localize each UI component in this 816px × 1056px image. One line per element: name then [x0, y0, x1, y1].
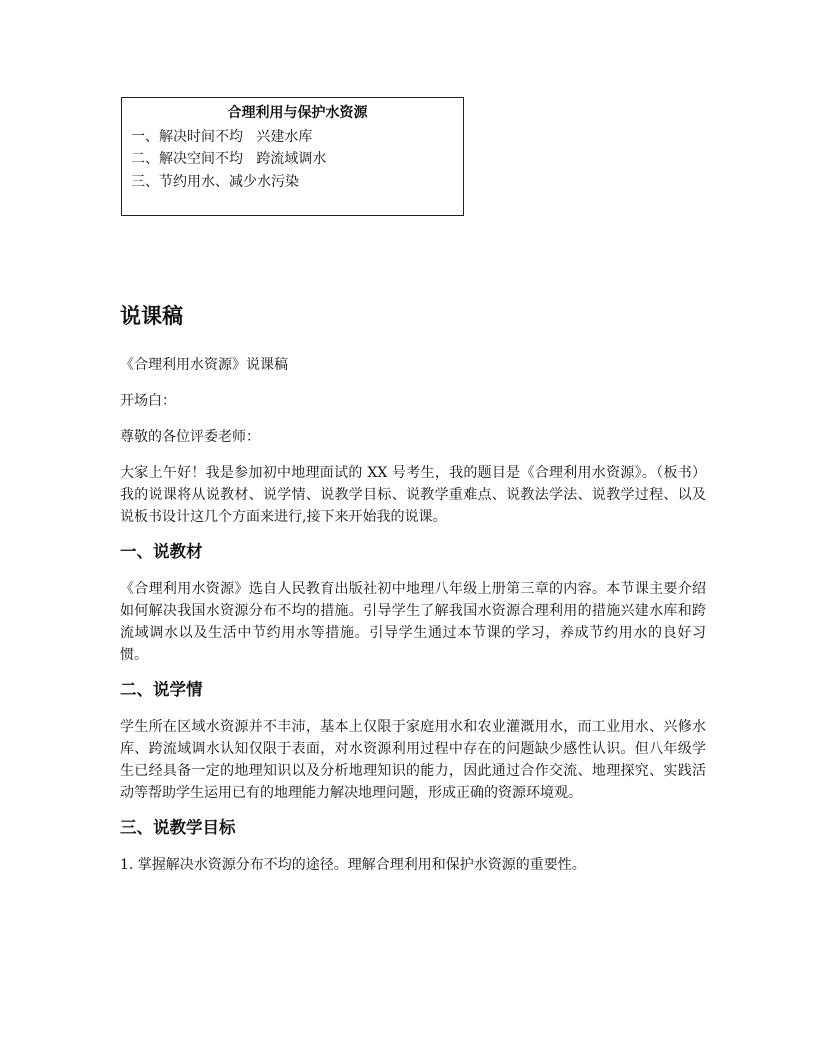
section-text-textbook: 《合理利用水资源》选自人民教育出版社初中地理八年级上册第三章的内容。本节课主要介绍如何解决我国水资源分布不均的措施。引导学生了解我国水资源合理利用的措施兴建水库和跨流域调水以及生活中节约用水等措施。引导学生通过本节课的学习，养成节约用水的良好习惯。 — [120, 581, 706, 663]
document-subtitle: 《合理利用水资源》说课稿 — [120, 357, 288, 373]
section-heading-textbook: 一、说教材 — [120, 542, 203, 561]
board-line-2: 二、解决空间不均 跨流域调水 — [131, 151, 327, 167]
section-text-objectives: 1. 掌握解决水资源分布不均的途径。理解合理利用和保护水资源的重要性。 — [120, 857, 586, 873]
section-heading-learners: 二、说学情 — [120, 680, 203, 699]
document-body — [120, 300, 706, 876]
blackboard-design-box — [121, 97, 464, 216]
intro-paragraph: 大家上午好！我是参加初中地理面试的 XX 号考生，我的题目是《合理利用水资源》。（板书）我的说课将从说教材、说学情、说教学目标、说教学重难点、说教法学法、说教学过程、以及说板书设计这几个方面来进行,接下来开始我的说课。 — [120, 465, 706, 525]
greeting: 尊敬的各位评委老师： — [120, 429, 260, 445]
opening-label: 开场白： — [120, 393, 176, 409]
document-title: 说课稿 — [120, 304, 183, 328]
board-line-3: 三、节约用水、减少水污染 — [131, 174, 299, 190]
section-heading-objectives: 三、说教学目标 — [120, 818, 236, 837]
board-title: 合理利用与保护水资源 — [227, 105, 368, 121]
section-text-learners: 学生所在区域水资源并不丰沛，基本上仅限于家庭用水和农业灌溉用水，而工业用水、兴修水库、跨流域调水认知仅限于表面，对水资源利用过程中存在的问题缺少感性认识。但八年级学生已经具备一定的地理知识以及分析地理知识的能力，因此通过合作交流、地理探究、实践活动等帮助学生运用已有的地理能力解决地理问题，形成正确的资源环境观。 — [120, 719, 706, 801]
board-line-1: 一、解决时间不均 兴建水库 — [131, 129, 313, 145]
